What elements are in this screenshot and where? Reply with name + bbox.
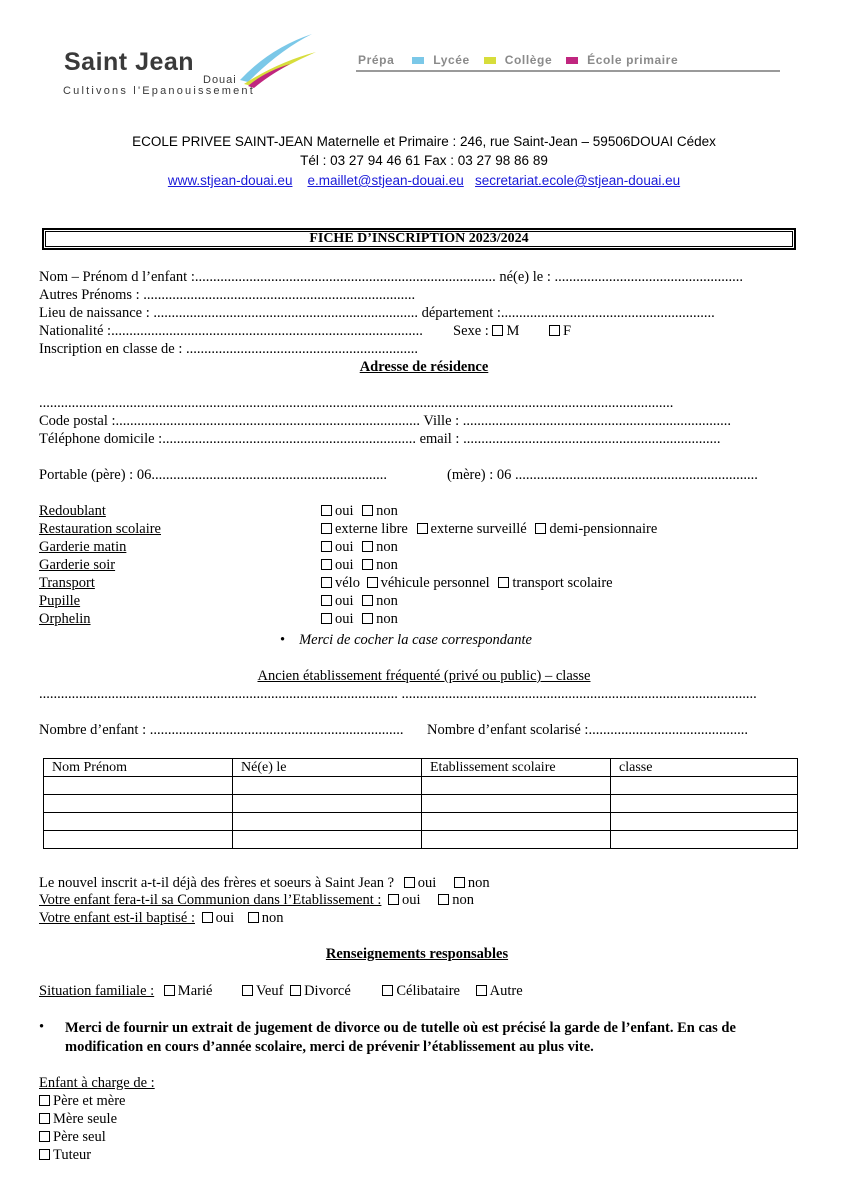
option-label: Redoublant [39, 503, 106, 519]
table-row [44, 831, 798, 849]
field-telephone-email[interactable]: Téléphone domicile :...................................................................... email : ....................................................................... [39, 431, 721, 447]
choice-label: Divorcé [304, 983, 351, 999]
checkbox[interactable] [164, 985, 175, 996]
choice-label: Mère seule [53, 1111, 118, 1127]
checkbox[interactable] [362, 541, 373, 552]
choice-label: oui [335, 503, 354, 519]
checkbox[interactable] [362, 595, 373, 606]
question-text: Votre enfant est-il baptisé : [39, 910, 195, 926]
level-ecole: École primaire [587, 53, 679, 67]
table-cell[interactable] [611, 813, 798, 831]
choice-label: Célibataire [396, 983, 460, 999]
table-cell[interactable] [422, 777, 611, 795]
checkbox[interactable] [438, 894, 449, 905]
sexe-m-checkbox[interactable] [492, 325, 503, 336]
checkbox[interactable] [454, 877, 465, 888]
bullet-icon: • [39, 1019, 45, 1035]
column-header: Nom Prénom [44, 759, 233, 777]
choice-label: Marié [177, 983, 213, 999]
checkbox[interactable] [321, 613, 332, 624]
form-title: FICHE D’INSCRIPTION 2023/2024 [309, 231, 529, 246]
field-ancien-etablissement[interactable]: ................................................................................................... .................................................................................................. [39, 686, 757, 702]
note-cocher-text: Merci de cocher la case correspondante [299, 632, 532, 648]
option-label: Pupille [39, 593, 81, 609]
sexe-group [453, 323, 571, 340]
note-cocher [280, 632, 532, 649]
checkbox[interactable] [202, 912, 213, 923]
field-nom-prenom[interactable]: Nom – Prénom d l’enfant :................................................................................... né(e) le : .................................................... [39, 269, 743, 285]
school-address: ECOLE PRIVEE SAINT-JEAN Maternelle et Primaire : 246, rue Saint-Jean – 59506DOUAI Cédex [132, 134, 716, 149]
column-header: Etablissement scolaire [422, 759, 611, 777]
table-cell[interactable] [611, 777, 798, 795]
field-portable-mere[interactable]: (mère) : 06 ................................................................... [447, 467, 758, 483]
question-communion [39, 892, 474, 909]
choice-label: non [376, 503, 398, 519]
divorce-note [39, 1019, 799, 1057]
choice-label: oui [335, 539, 354, 555]
choice-label: Autre [489, 983, 523, 999]
option-label: Garderie matin [39, 539, 127, 555]
email-link[interactable]: e.maillet@stjean-douai.eu [307, 173, 464, 188]
checkbox[interactable] [362, 559, 373, 570]
field-nationalite[interactable]: Nationalité :...................................................................................... [39, 323, 423, 339]
choice-label: non [467, 875, 490, 891]
table-cell[interactable] [422, 813, 611, 831]
logo-title: Saint Jean [64, 48, 195, 76]
choice-label: oui [417, 875, 437, 891]
checkbox[interactable] [39, 1131, 50, 1142]
residence-title: Adresse de résidence [359, 359, 489, 375]
table-cell[interactable] [233, 831, 422, 849]
logo-swoosh-icon [230, 28, 320, 88]
table-cell[interactable] [44, 831, 233, 849]
level-college: Collège [504, 53, 553, 67]
form-title-box [42, 228, 796, 250]
choice-label: Père et mère [53, 1093, 126, 1109]
table-cell[interactable] [44, 777, 233, 795]
situation-label: Situation familiale : [39, 983, 155, 999]
choice-label: non [376, 611, 398, 627]
checkbox[interactable] [290, 985, 301, 996]
table-row [44, 813, 798, 831]
bullet-icon: • [280, 632, 286, 648]
option-choices [321, 593, 398, 610]
option-choices [321, 503, 398, 520]
table-cell[interactable] [422, 831, 611, 849]
table-cell[interactable] [233, 795, 422, 813]
option-choices [321, 611, 398, 628]
checkbox[interactable] [242, 985, 253, 996]
choice-label: demi-pensionnaire [549, 521, 658, 537]
checkbox[interactable] [321, 559, 332, 570]
choice-label: Père seul [53, 1129, 106, 1145]
checkbox[interactable] [321, 541, 332, 552]
choice-label: oui [335, 557, 354, 573]
header-rule [356, 70, 780, 72]
table-header-row [44, 759, 798, 777]
level-prepa: Prépa [358, 53, 395, 67]
checkbox[interactable] [39, 1149, 50, 1160]
checkbox[interactable] [321, 595, 332, 606]
school-phone: Tél : 03 27 94 46 61 Fax : 03 27 98 86 89 [300, 153, 548, 168]
divorce-note-text: Merci de fournir un extrait de jugement de divorce ou de tutelle où est précisé la garde de l’enfant. En cas de modification en cours d’année scolaire, merci de prévenir l’établissement au plus vite. [65, 1020, 736, 1055]
charge-option [39, 1147, 91, 1164]
situation-familiale [39, 983, 523, 1000]
option-choices [321, 557, 398, 574]
charge-label: Enfant à charge de : [39, 1075, 155, 1091]
choice-label: oui [335, 611, 354, 627]
checkbox[interactable] [535, 523, 546, 534]
charge-option [39, 1093, 125, 1110]
choice-label: non [376, 593, 398, 609]
option-choices [321, 575, 613, 592]
choice-label: Veuf [256, 983, 284, 999]
field-adresse[interactable]: ............................................................................................................................................................................... [39, 395, 674, 411]
choice-label: non [452, 892, 474, 908]
website-link[interactable]: www.stjean-douai.eu [167, 173, 293, 188]
checkbox[interactable] [248, 912, 259, 923]
field-nombre-scolarise[interactable]: Nombre d’enfant scolarisé :............................................ [427, 722, 748, 738]
choice-label: oui [215, 910, 235, 926]
field-nombre-enfant[interactable]: Nombre d’enfant : ...................................................................... [39, 722, 404, 738]
option-label: Transport [39, 575, 95, 591]
school-links [0, 173, 848, 188]
ancien-title: Ancien établissement fréquenté (privé ou public) – classe [257, 668, 591, 684]
checkbox[interactable] [498, 577, 509, 588]
field-lieu-naissance[interactable]: Lieu de naissance : ......................................................................... département :........................................................... [39, 305, 715, 321]
choice-label: vélo [335, 575, 360, 591]
checkbox[interactable] [367, 577, 378, 588]
checkbox[interactable] [362, 613, 373, 624]
column-header: classe [611, 759, 798, 777]
logo-subtitle: Douai [203, 74, 237, 86]
table-row [44, 777, 798, 795]
question-baptise [39, 910, 284, 927]
choice-label: externe surveillé [430, 521, 527, 537]
column-header: Né(e) le [233, 759, 422, 777]
level-swatch-icon [484, 57, 496, 64]
table-cell[interactable] [611, 795, 798, 813]
checkbox[interactable] [362, 505, 373, 516]
level-swatch-icon [566, 57, 578, 64]
table-cell[interactable] [422, 795, 611, 813]
option-choices [321, 539, 398, 556]
option-label: Orphelin [39, 611, 91, 627]
choice-label: Tuteur [53, 1147, 92, 1163]
levels-bar [358, 53, 678, 67]
choice-label: oui [335, 593, 354, 609]
sexe-m-label: M [506, 323, 520, 339]
field-inscription-classe[interactable]: Inscription en classe de : ................................................................ [39, 341, 418, 357]
level-lycee: Lycée [433, 53, 470, 67]
question-text: Le nouvel inscrit a-t-il déjà des frères et soeurs à Saint Jean ? [39, 875, 395, 891]
charge-option [39, 1129, 106, 1146]
checkbox[interactable] [476, 985, 487, 996]
table-cell[interactable] [611, 831, 798, 849]
checkbox[interactable] [39, 1095, 50, 1106]
sexe-f-label: F [563, 323, 572, 339]
charge-option [39, 1111, 117, 1128]
logo-tagline: Cultivons l'Epanouissement [63, 85, 255, 97]
sexe-label: Sexe : [453, 323, 489, 339]
checkbox[interactable] [388, 894, 399, 905]
checkbox[interactable] [382, 985, 393, 996]
checkbox[interactable] [417, 523, 428, 534]
choice-label: non [376, 557, 398, 573]
checkbox[interactable] [39, 1113, 50, 1124]
secretariat-email-link[interactable]: secretariat.ecole@stjean-douai.eu [475, 173, 681, 188]
level-swatch-icon [412, 57, 424, 64]
checkbox[interactable] [321, 505, 332, 516]
question-freres-soeurs [39, 875, 490, 892]
choice-label: non [261, 910, 284, 926]
table-cell[interactable] [44, 795, 233, 813]
option-label: Restauration scolaire [39, 521, 161, 537]
choice-label: non [376, 539, 398, 555]
responsables-title: Renseignements responsables [325, 946, 509, 962]
choice-label: véhicule personnel [380, 575, 490, 591]
table-cell[interactable] [233, 813, 422, 831]
table-cell[interactable] [233, 777, 422, 795]
checkbox[interactable] [321, 523, 332, 534]
field-autres-prenoms[interactable]: Autres Prénoms : ........................................................................... [39, 287, 416, 303]
field-code-ville[interactable]: Code postal :.................................................................................... Ville : .......................................................................... [39, 413, 732, 429]
choice-label: externe libre [335, 521, 408, 537]
table-cell[interactable] [44, 813, 233, 831]
checkbox[interactable] [321, 577, 332, 588]
checkbox[interactable] [404, 877, 415, 888]
choice-label: transport scolaire [512, 575, 613, 591]
option-label: Garderie soir [39, 557, 116, 573]
question-text: Votre enfant fera-t-il sa Communion dans l’Etablissement : [39, 892, 382, 908]
sexe-f-checkbox[interactable] [549, 325, 560, 336]
table-row [44, 795, 798, 813]
option-choices [321, 521, 657, 538]
choice-label: oui [402, 892, 421, 908]
field-portable-pere[interactable]: Portable (père) : 06................................................................. [39, 467, 387, 483]
siblings-table [43, 758, 798, 849]
